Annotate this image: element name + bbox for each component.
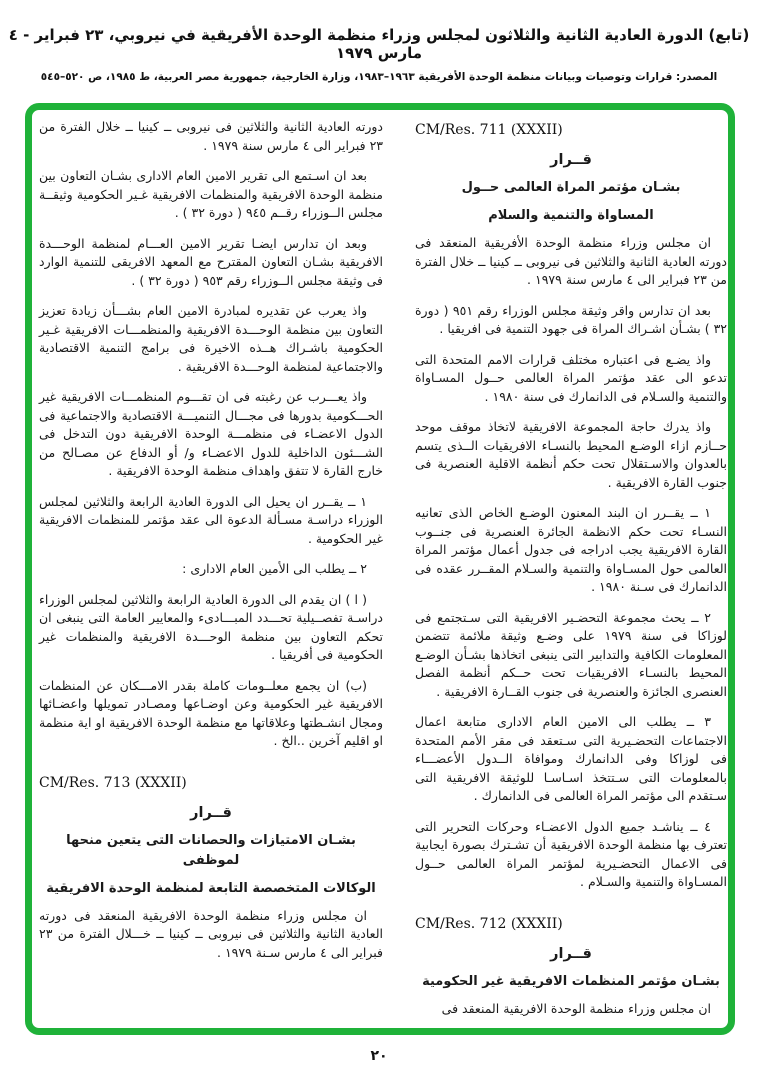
resolution-subtitle: بشـان مؤتمر المنظمات الافريقية غير الحكومية: [422, 973, 720, 989]
document-body: [33, 118, 727, 1018]
paragraph: ٤ ــ يناشـد جميع الدول الاعضـاء وحركات التحرير التى تعترف بها منظمة الوحدة الافريقية أن تشـترك بصورة ايجابية فى الاعمال التحضـيرية لمؤتمر المراة العالمى حــول المسـاواة والتنمية والسـلام .: [415, 818, 727, 889]
resolution-subtitle: المساواة والتنمية والسلام: [488, 208, 654, 223]
paragraph: ( ا ) ان يقدم الى الدورة العادية الرابعة والثلاثين لمجلس الوزراء دراسـة تفصــيلية تحـــدد المبـــادىء والمعايير العامة التى ينبغى ان تحكم التعاون بين منظمة الوحـــدة الافريقية والمنظمات غير الحكومية فى أفريقيا .: [39, 591, 383, 662]
resolution-title: قــرار: [550, 945, 592, 962]
resolution-number: CM/Res. 713 (XXXII): [39, 774, 187, 791]
resolution-title: قــرار: [190, 804, 232, 821]
resolution-number: CM/Res. 711 (XXXII): [415, 122, 563, 138]
document-title: (تابع) الدورة العادية الثانية والثلاثون لمجلس وزراء منظمة الوحدة الأفريقية في نيروبي، ٢٣ فبراير - ٤ مارس ١٩٧٩: [8, 26, 750, 62]
paragraph: ان مجلس وزراء منظمة الوحدة الأفريقية المنعقد فى دورته العادية الثانية والثلاثين فى نيروبى ــ كينيا ــ خلال الفترة من ٢٣ فبراير الى ٤ مارس سنة ١٩٧٩ .: [415, 235, 727, 287]
resolution-title: قــرار: [550, 152, 592, 168]
paragraph: ان مجلس وزراء منظمة الوحدة الافريقية المنعقد فى دورته العادية الثانية والثلاثين فى نيروبى ــ كينيا ــ خـــلال الفترة من ٢٣ فبراير الى ٤ مارس سـنة ١٩٧٩ .: [39, 907, 383, 960]
paragraph: واذ يعـــرب عن رغبته فى ان تقـــوم المنظمـــات الافريقية غير الحـــكومية بدورها فى مجـــال التنميـــة الاقتصادية والاجتماعية فى الدول الاعضـاء فى منظمـــة الوحدة الافريقية دون التدخل فى الشـــئون الداخلية للدول الاعضـاء و/ أو الدفاع عن مصـالح من خارج القارة لا تتفق واهداف منظمة الوحدة الافريقية .: [39, 389, 383, 478]
paragraph: بعد ان تدارس واقر وثيقة مجلس الوزراء رقم ٩٥١ ( دورة ٣٢ ) بشـأن اشـراك المراة فى جهود التنمية فى افريقيا .: [415, 302, 727, 336]
paragraph: ان مجلس وزراء منظمة الوحدة الافريقية المنعقد فى: [441, 1000, 711, 1016]
paragraph: ١ ــ يقــرر ان يحيل الى الدورة العادية الرابعة والثلاثين لمجلس الوزراء دراسـة مسـألة الدعوة الى عقد مؤتمر للمنظمات الافريقية غير الحكومية .: [39, 493, 383, 546]
paragraph: ٢ ــ يحث مجموعة التحضـير الافريقية التى سـتجتمع فى لوزاكا فى سنة ١٩٧٩ على وضـع وثيقة ملائمة تتضمن المعلومات الكافية والتدابير التى ينبغى اتخاذها بشـأن الوضـع المحيط بالنسـاء الافريقيات تحت حــكم أنظمة الفصل العنصرى الجائزة والعنصرية فى جنوب القــارة الافريقية .: [415, 609, 727, 699]
resolution-subtitle: بشـان الامتيازات والحصانات التى يتعين منحها لموظفى: [66, 832, 356, 868]
paragraph: ٣ ــ يطلب الى الامين العام الادارى متابعة اعمال الاجتماعات التحضـيرية التى سـتعقد فى مقر الأمم المتحدة فى لوزاكا وفى الدانمارك وموافاة الــدول الأعضـــاء بالمعلومات التى سـتتخذ اسـاسـا للوثيقة الافريقية التى سـتقدم الى مؤتمر المراة العالمى فى الدانمارك .: [415, 714, 727, 803]
paragraph-continuation: دورته العادية الثانية والثلاثين فى نيروبى ــ كينيا ــ خلال الفترة من ٢٣ فبراير الى ٤ مارس سنة ١٩٧٩ .: [39, 119, 383, 153]
paragraph: واذ يعرب عن تقديره لمبادرة الامين العام بشـــأن زيادة تعزيز التعاون بين منظمة الوحـــدة الافريقية والمنظمـــات الافريقية غـير الحكومية باشـراك هــذه الاخيرة فى برامج التنمية الاقتصادية والاجتماعية لمنظمة الوحـــدة الافريقية .: [39, 303, 383, 374]
resolution-number: CM/Res. 712 (XXXII): [415, 915, 563, 932]
paragraph: ٢ ــ يطلب الى الأمين العام الادارى :: [182, 561, 367, 576]
resolution-subtitle: بشـان مؤتمر المراة العالمى حــول: [461, 180, 681, 195]
column-left: [39, 118, 383, 1018]
paragraph: ١ ــ يقــرر ان البند المعنون الوضـع الخاص الذى تعانيه النسـاء تحت حكم الانظمة الجائرة العنصرية فى جنــوب القارة الافريقية يجب ادراجه فى جدول أعمال مؤتمر المراة العالمى حول المسـاواة والتنمية والسـلام المقــرر عقده فى الدانمارك فى سـنة ١٩٨٠ .: [415, 505, 727, 594]
resolution-subtitle: الوكالات المتخصصة التابعة لمنظمة الوحدة الافريقية: [46, 880, 376, 896]
page-number: ٢٠: [370, 1048, 388, 1064]
column-right: [415, 118, 727, 1018]
paragraph: (ب) ان يجمع معلــومات كاملة بقدر الامـــكان عن المنظمات الافريقية غير الحكومية وعن اوضـاعها ومصـادر تمويلها واعضـائها ومجال انشـطتها وعلاقاتها مع منظمة الوحدة الافريقية او اية منظمة او اقليم آخرين ..الخ .: [39, 677, 383, 748]
paragraph: وبعد ان تدارس ايضـا تقرير الامين العـــام لمنظمة الوحـــدة الافريقية بشـان التعاون المقترح مع المعهد الافريقى للتنمية الوارد فى وثيقة مجلس الــوزراء رقم ٩٥٣ ( دورة ٣٢ ) .: [39, 235, 383, 288]
paragraph: واذ يضـع فى اعتباره مختلف قرارات الامم المتحدة التى تدعو الى عقد مؤتمر المراة العالمى حــول المسـاواة والتنمية والسـلام فى الدانمارك فى سنة ١٩٨٠ .: [415, 351, 727, 404]
paragraph: واذ يدرك حاجة المجموعة الافريقية لاتخاذ موقف موحد حــازم ازاء الوضـع المحيط بالنسـاء الافريقيات الــذى يتسم بالعدوان والاسـتقلال تحت حكم أنظمة الاقلية العنصرية فى جنوب القارة الافريقية .: [415, 419, 727, 490]
page-header: [0, 26, 758, 83]
source-citation: المصدر: قرارات وتوصيات وبيانات منظمة الوحدة الأفريقية ١٩٦٣–١٩٨٣، وزارة الخارجية، جمهورية مصر العربية، ط ١٩٨٥، ص ٥٢٠–٥٤٥: [40, 71, 718, 83]
paragraph: بعد ان اسـتمع الى تقرير الامين العام الادارى بشـان التعاون بين منظمة الوحدة الافريقية والمنظمات الافريقية غـير الحكومية وثيقــة مجلس الــوزراء رقــم ٩٤٥ ( دورة ٣٢ ) .: [39, 168, 383, 220]
